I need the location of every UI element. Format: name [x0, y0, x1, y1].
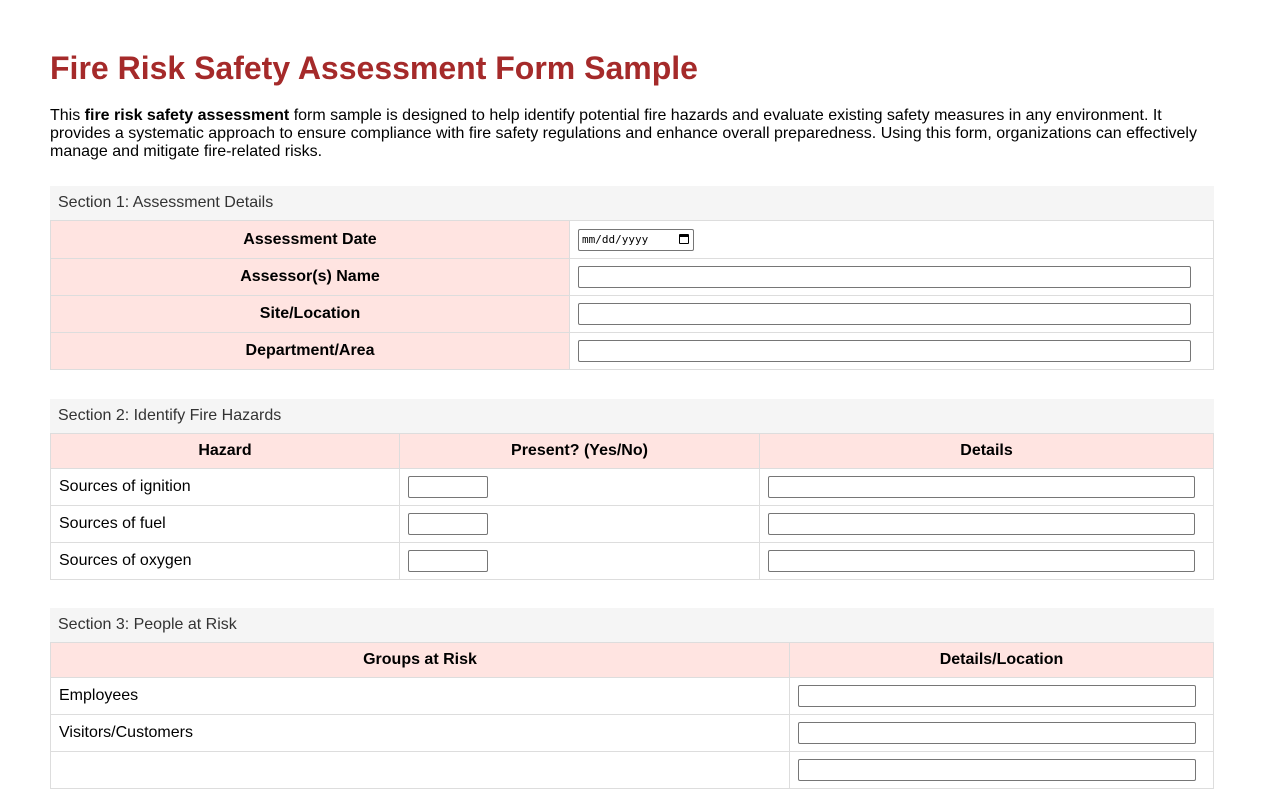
hazard-name: Sources of oxygen	[51, 543, 400, 580]
site-location-cell	[570, 296, 1214, 333]
date-placeholder: mm/dd/yyyy	[582, 232, 649, 246]
page-title: Fire Risk Safety Assessment Form Sample	[50, 50, 698, 86]
group-details-cell	[790, 752, 1214, 789]
group-details-cell	[790, 715, 1214, 752]
details-header: Details	[760, 434, 1214, 469]
assessment-date-input[interactable]	[578, 229, 694, 251]
calendar-icon[interactable]	[679, 234, 689, 244]
site-location-input[interactable]	[578, 303, 1191, 325]
group-details-input[interactable]	[798, 685, 1196, 707]
details-input[interactable]	[768, 513, 1195, 535]
section-3-table	[50, 608, 1214, 789]
assessor-name-label: Assessor(s) Name	[51, 259, 570, 296]
assessor-name-cell	[570, 259, 1214, 296]
group-details-cell	[790, 678, 1214, 715]
present-input[interactable]	[408, 550, 488, 572]
intro-paragraph	[50, 107, 1213, 161]
table-header-row	[51, 643, 1214, 678]
table-row	[51, 221, 1214, 259]
details-input[interactable]	[768, 550, 1195, 572]
table-row	[51, 259, 1214, 296]
present-input[interactable]	[408, 513, 488, 535]
assessor-name-input[interactable]	[578, 266, 1191, 288]
table-header-row	[51, 434, 1214, 469]
hazard-name: Sources of fuel	[51, 506, 400, 543]
table-row	[51, 506, 1214, 543]
present-cell	[400, 506, 760, 543]
intro-prefix: This	[50, 107, 85, 124]
group-details-input[interactable]	[798, 722, 1196, 744]
section-3-caption: Section 3: People at Risk	[50, 608, 1214, 642]
table-row	[51, 715, 1214, 752]
hazard-header: Hazard	[51, 434, 400, 469]
group-name	[51, 752, 790, 789]
details-input[interactable]	[768, 476, 1195, 498]
details-location-header: Details/Location	[790, 643, 1214, 678]
group-name: Visitors/Customers	[51, 715, 790, 752]
section-1-caption: Section 1: Assessment Details	[50, 186, 1214, 220]
present-cell	[400, 543, 760, 580]
section-2-table	[50, 399, 1214, 580]
present-cell	[400, 469, 760, 506]
section-1-table	[50, 186, 1214, 370]
department-area-cell	[570, 333, 1214, 370]
department-area-input[interactable]	[578, 340, 1191, 362]
table-row	[51, 333, 1214, 370]
department-area-label: Department/Area	[51, 333, 570, 370]
assessment-date-cell	[570, 221, 1214, 259]
details-cell	[760, 506, 1214, 543]
details-cell	[760, 469, 1214, 506]
group-name: Employees	[51, 678, 790, 715]
assessment-date-label: Assessment Date	[51, 221, 570, 259]
site-location-label: Site/Location	[51, 296, 570, 333]
table-row	[51, 469, 1214, 506]
section-2-caption: Section 2: Identify Fire Hazards	[50, 399, 1214, 433]
intro-bold: fire risk safety assessment	[84, 107, 290, 124]
intro-rest: form sample is designed to help identify potential fire hazards and evaluate existing safety measures in any environment. It provides a systematic approach to ensure compliance with fire safety regulations and enhance overall preparedness. Using this form, organizations can effectively manage and mitigate fire-related risks.	[50, 107, 1197, 160]
hazard-name: Sources of ignition	[51, 469, 400, 506]
groups-header: Groups at Risk	[51, 643, 790, 678]
group-details-input[interactable]	[798, 759, 1196, 781]
details-cell	[760, 543, 1214, 580]
table-row	[51, 678, 1214, 715]
table-row	[51, 752, 1214, 789]
table-row	[51, 296, 1214, 333]
present-header: Present? (Yes/No)	[400, 434, 760, 469]
table-row	[51, 543, 1214, 580]
present-input[interactable]	[408, 476, 488, 498]
